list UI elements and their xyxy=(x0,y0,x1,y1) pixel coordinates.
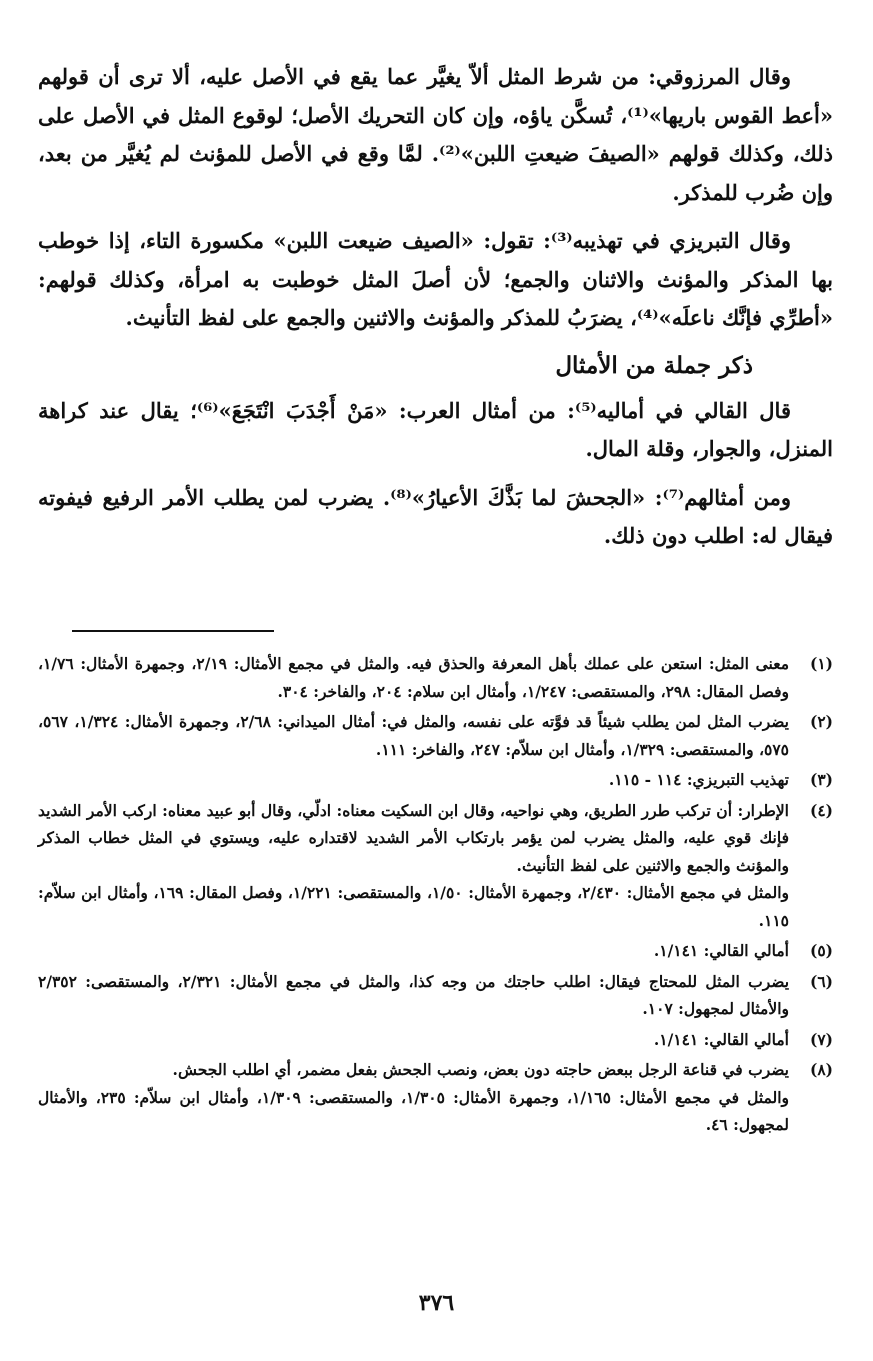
footnote-text: يضرب المثل للمحتاج فيقال: اطلب حاجتك من وجه كذا، والمثل في مجمع الأمثال: ٢/٣٢١، والمستقصى: ٢/٣٥٢ والأمثال لمجهول: ١٠٧. xyxy=(38,971,790,1018)
footnote xyxy=(38,797,833,935)
footnote-text: يضرب المثل لمن يطلب شيئاً قد فوَّته على نفسه، والمثل في: أمثال الميداني: ٢/٦٨، وجمهرة الأمثال: ١/٣٢٤، ٥٦٧، ٥٧٥، والمستقصى: ١/٣٢٩، وأمثال ابن سلاّم: ٢٤٧، والفاخر: ١١١. xyxy=(38,712,789,759)
page-number: ٣٧٦ xyxy=(418,1290,455,1316)
footnote-number: (٨) xyxy=(809,1060,833,1079)
footnote xyxy=(38,650,833,705)
footnote-text: يضرب في قناعة الرجل ببعض حاجته دون بعض، ونصب الجحش بفعل مضمر، أي اطلب الجحش. xyxy=(172,1060,789,1079)
footnote-separator xyxy=(72,630,274,632)
footnote-text: أمالي القالي: ١/١٤١. xyxy=(653,1029,789,1049)
footnote-number: (٣) xyxy=(809,770,833,789)
footnote-text-continued: والمثل في مجمع الأمثال: ٢/٤٣٠، وجمهرة الأمثال: ١/٥٠، والمستقصى: ١/٢٢١، وفصل المقال: ١٦٩، وأمثال ابن سلاّم: ١١٥. xyxy=(38,883,790,930)
paragraph-proverbs: ومن أمثالهم⁽⁷⁾: «الجحشَ لما بَذَّكَ الأعيارُ»⁽⁸⁾. يضرب لمن يطلب الأمر الرفيع فيفوته فيقال له: اطلب دون ذلك. xyxy=(38,484,833,548)
footnote-text: معنى المثل: استعن على عملك بأهل المعرفة والحذق فيه. والمثل في مجمع الأمثال: ٢/١٩، وجمهرة الأمثال: ١/٧٦، وفصل المقال: ٢٩٨، والمستقصى: ١/٢٤٧، وأمثال ابن سلام: ٢٠٤، والفاخر: ٣٠٤. xyxy=(38,654,789,701)
footnotes xyxy=(38,650,833,1142)
footnote-text: الإطرار: أن تركب طرر الطريق، وهي نواحيه، وقال ابن السكيت معناه: ادلّي، وقال أبو عبيد معناه: اركب الأمر الشديد فإنك قوي عليه، والمثل يضرب لمن يؤمر بارتكاب الأمر الشديد لاقتداره عليه، ويستوي في المثل خطاب المذكر والمؤنث والجمع والاثنين على لفظ التأنيث. xyxy=(38,800,789,875)
footnote-number: (٧) xyxy=(809,1029,833,1049)
paragraph-marzuqi: وقال المرزوقي: من شرط المثل ألاّ يغيَّر عما يقع في الأصل عليه، ألا ترى أن قولهم «أعط القوس باريها»⁽¹⁾، تُسكَّن ياؤه، وإن كان التحريك الأصل؛ لوقوع المثل في الأصل على ذلك، وكذلك قولهم «الصيفَ ضيعتِ اللبن»⁽²⁾. لمَّا وقع في الأصل للمؤنث لم يُغيَّر من بعد، وإن ضُرب للمذكر. xyxy=(38,64,834,205)
footnote-text: أمالي القالي: ١/١٤١. xyxy=(653,941,789,960)
footnote-text-continued: والمثل في مجمع الأمثال: ١/١٦٥، وجمهرة الأمثال: ١/٣٠٥، والمستقصى: ١/٣٠٩، وأمثال ابن سلاّم: ٢٣٥، والأمثال لمجهول: ٤٦. xyxy=(38,1087,789,1134)
paragraph-tabrizi: وقال التبريزي في تهذيبه⁽³⁾: تقول: «الصيف ضيعت اللبن» مكسورة التاء، إذا خوطب بها المذكر والمؤنث والاثنان والجمع؛ لأن أصلَ المثل خوطبت به امرأة، وكذلك قولهم: «أطرِّي فإنَّك ناعلَه»⁽⁴⁾، يضرَبُ للمذكر والمؤنث والاثنين والجمع على لفظ التأنيث. xyxy=(38,228,833,330)
footnote xyxy=(38,1056,833,1139)
footnote xyxy=(38,708,833,763)
footnote-number: (٦) xyxy=(809,971,833,991)
footnote-number: (٢) xyxy=(809,712,833,731)
footnote-number: (٤) xyxy=(809,800,833,820)
footnote-text: تهذيب التبريزي: ١١٤ - ١١٥. xyxy=(608,770,789,789)
footnote-number: (٥) xyxy=(809,941,833,960)
footnote xyxy=(38,1026,833,1054)
footnote xyxy=(38,766,833,794)
footnote xyxy=(38,937,833,965)
main-text xyxy=(38,58,833,566)
section-heading: ذكر جملة من الأمثال xyxy=(555,351,753,379)
footnote-number: (١) xyxy=(809,654,833,673)
paragraph-qali: قال القالي في أماليه⁽⁵⁾: من أمثال العرب: «مَنْ أَجْدَبَ انْتَجَعَ»⁽⁶⁾؛ يقال عند كراهة المنزل، والجوار، وقلة المال. xyxy=(38,397,833,461)
footnote xyxy=(38,968,833,1023)
